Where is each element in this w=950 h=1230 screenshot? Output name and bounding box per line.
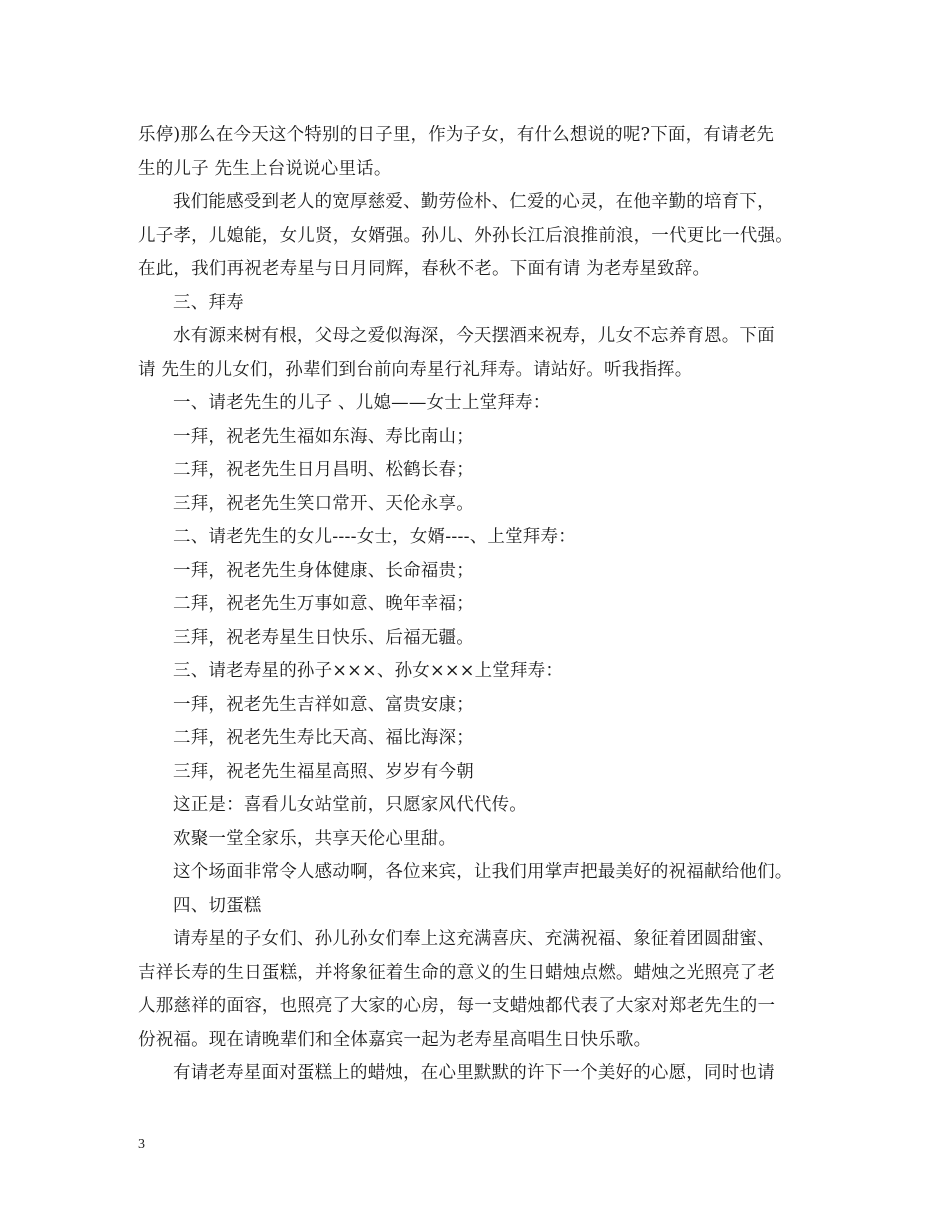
text-line: 四、切蛋糕 <box>173 895 262 916</box>
text-line: 生的儿子 先生上台说说心里话。 <box>138 158 392 179</box>
text-line: 儿子孝，儿媳能，女儿贤，女婿强。孙儿、外孙长江后浪推前浪，一代更比一代强。 <box>138 225 793 246</box>
text-line: 在此，我们再祝老寿星与日月同辉，春秋不老。下面有请 为老寿星致辞。 <box>138 259 711 279</box>
text-line: 二拜，祝老先生寿比天高、福比海深； <box>173 728 474 748</box>
text-line: 请寿星的子女们、孙儿孙女们奉上这充满喜庆、充满祝福、象征着团圆甜蜜、 <box>173 929 775 949</box>
text-line: 乐停)那么在今天这个特别的日子里，作为子女，有什么想说的呢?下面，有请老先 <box>138 125 775 145</box>
text-line: 欢聚一堂全家乐，共享天伦心里甜。 <box>173 828 457 849</box>
text-line: 三拜，祝老寿星生日快乐、后福无疆。 <box>173 627 474 648</box>
text-line: 这正是：喜看儿女站堂前，只愿家风代代传。 <box>173 795 527 815</box>
text-line: 这个场面非常令人感动啊，各位来宾，让我们用掌声把最美好的祝福献给他们。 <box>173 862 793 882</box>
text-line: 一、请老先生的儿子 、儿媳——女士上堂拜寿： <box>173 393 551 413</box>
text-line: 三、请老寿星的孙子×××、孙女×××上堂拜寿： <box>173 661 564 681</box>
document-body <box>138 119 828 1091</box>
text-line: 有请老寿星面对蛋糕上的蜡烛，在心里默默的许下一个美好的心愿，同时也请 <box>173 1063 775 1083</box>
text-line: 二、请老先生的女儿----女士，女婿----、上堂拜寿： <box>173 527 576 547</box>
text-line: 二拜，祝老先生万事如意、晚年幸福； <box>173 594 474 614</box>
text-line: 一拜，祝老先生身体健康、长命福贵； <box>173 560 474 581</box>
text-line: 二拜，祝老先生日月昌明、松鹤长春； <box>173 460 474 480</box>
text-line: 请 先生的儿女们，孙辈们到台前向寿星行礼拜寿。请站好。听我指挥。 <box>138 359 693 380</box>
text-line: 我们能感受到老人的宽厚慈爱、勤劳俭朴、仁爱的心灵，在他辛勤的培育下， <box>173 192 775 212</box>
text-line: 吉祥长寿的生日蛋糕，并将象征着生命的意义的生日蜡烛点燃。蜡烛之光照亮了老 <box>138 962 776 983</box>
page-number: 3 <box>138 1137 145 1152</box>
text-line: 三拜，祝老先生笑口常开、天伦永享。 <box>173 493 474 514</box>
text-line: 三拜，祝老先生福星高照、岁岁有今朝 <box>173 761 474 782</box>
text-line: 一拜，祝老先生吉祥如意、富贵安康； <box>173 694 474 715</box>
text-line: 一拜，祝老先生福如东海、寿比南山； <box>173 426 474 447</box>
text-line: 人那慈祥的面容，也照亮了大家的心房，每一支蜡烛都代表了大家对郑老先生的一 <box>138 996 776 1016</box>
text-line: 份祝福。现在请晚辈们和全体嘉宾一起为老寿星高唱生日快乐歌。 <box>138 1029 652 1050</box>
text-line: 水有源来树有根，父母之爱似海深，今天摆酒来祝寿，儿女不忘养育恩。下面 <box>173 326 775 346</box>
text-line: 三、拜寿 <box>173 292 244 313</box>
